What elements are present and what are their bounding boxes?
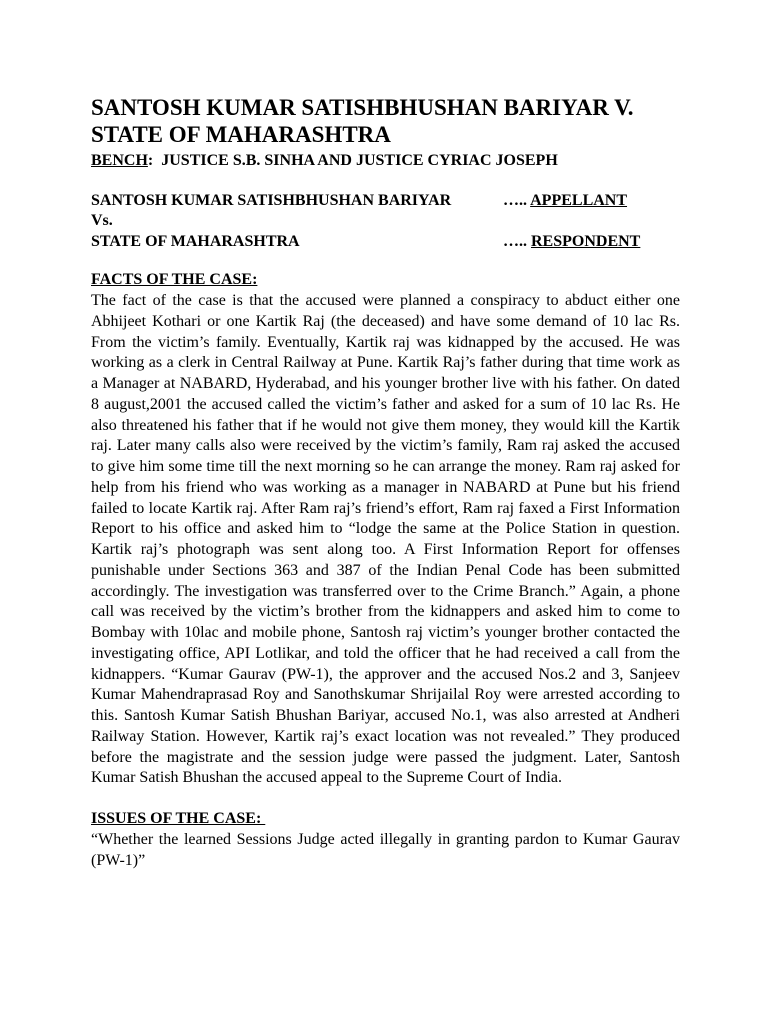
issues-paragraph: “Whether the learned Sessions Judge acted illegally in granting pardon to Kumar Gaurav (PW-1)” (91, 831, 680, 869)
respondent-role (503, 232, 640, 252)
bench-judges: JUSTICE S.B. SINHA AND JUSTICE CYRIAC JOSEPH (153, 152, 558, 169)
respondent-dots: ….. (503, 233, 531, 250)
case-title-line-1: SANTOSH KUMAR SATISHBHUSHAN BARIYAR V. (91, 95, 634, 120)
respondent-role-label: RESPONDENT (531, 233, 641, 250)
case-title-line-2: STATE OF MAHARASHTRA (91, 122, 391, 147)
case-title (91, 94, 680, 148)
issues-heading: ISSUES OF THE CASE: (91, 810, 266, 827)
versus-label: Vs. (91, 212, 113, 229)
respondent-row (91, 232, 680, 252)
appellant-role-label: APPELLANT (530, 192, 628, 209)
parties-block (91, 191, 680, 252)
appellant-name: SANTOSH KUMAR SATISHBHUSHAN BARIYAR (91, 192, 452, 209)
versus-row (91, 211, 680, 232)
bench-separator: : (147, 152, 154, 169)
appellant-dots: ….. (503, 192, 531, 209)
bench-label: BENCH (91, 152, 148, 169)
facts-paragraph: The fact of the case is that the accused were planned a conspiracy to abduct either one Abhijeet Kothari or one Kartik Raj (the deceased) and have some demand of 10 lac Rs. From the victim’s family. Eventually, Kartik raj was kidnapped by the accused. He was working as a clerk in Central Railway at Pune. Kartik Raj’s father during that time work as a Manager at NABARD, Hyderabad, and his younger brother live with his father. On dated 8 august,2001 the accused called the victim’s father and asked for a sum of 10 lac Rs. He also threatened his father that if he would not give them money, they would kill the Kartik raj. Later many calls also were received by the victim’s family, Ram raj asked the accused to give him some time till the next morning so he can arrange the money. Ram raj asked for help from his friend who was working as a manager in NABARD at Pune but his friend failed to locate Kartik raj. After Ram raj’s friend’s effort, Ram raj faxed a First Information Report to his office and asked him to “lodge the same at the Police Station in question. Kartik raj’s photograph was sent along too. A First Information Report for offenses punishable under Sections 363 and 387 of the Indian Penal Code has been submitted accordingly. The investigation was transferred over to the Crime Branch.” Again, a phone call was received by the victim’s brother from the kidnappers and asked him to come to Bombay with 10lac and mobile phone, Santosh raj victim’s younger brother contacted the investigating office, API Lotlikar, and told the officer that he had received a call from the kidnappers. “Kumar Gaurav (PW-1), the approver and the accused Nos.2 and 3, Sanjeev Kumar Mahendraprasad Roy and Sanothskumar Shrijailal Roy were arrested according to this. Santosh Kumar Satish Bhushan Bariyar, accused No.1, was also arrested at Andheri Railway Station. However, Kartik raj’s exact location was not revealed.” They produced before the magistrate and the session judge were passed the judgment. Later, Santosh Kumar Satish Bhushan the accused appeal to the Supreme Court of India. (91, 292, 680, 787)
facts-heading: FACTS OF THE CASE: (91, 271, 258, 288)
respondent-name: STATE OF MAHARASHTRA (91, 233, 300, 250)
appellant-row (91, 191, 680, 211)
appellant-role (503, 191, 627, 211)
bench-line (91, 151, 680, 171)
